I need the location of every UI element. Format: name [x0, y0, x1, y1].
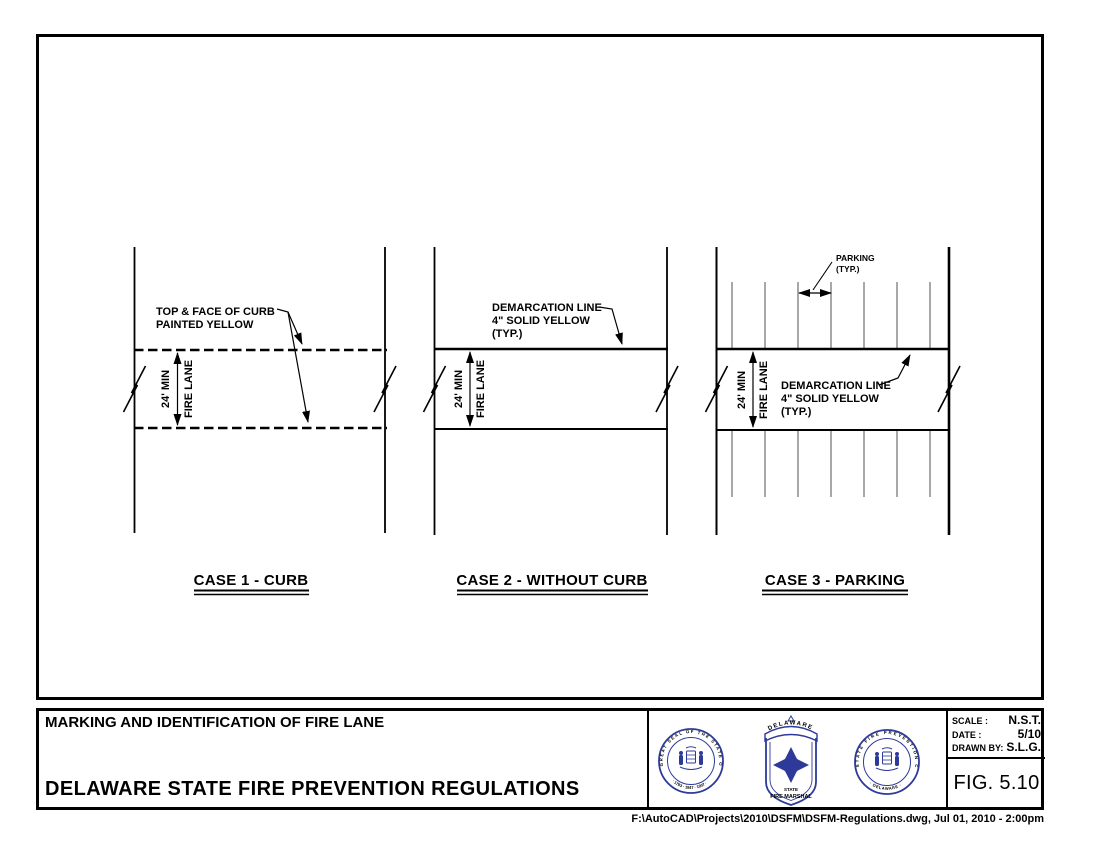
case2-width-label: 24' MIN — [453, 369, 465, 409]
plot-stamp: F:\AutoCAD\Projects\2010\DSFM\DSFM-Regulations.dwg, Jul 01, 2010 - 2:00pm — [631, 813, 1044, 825]
svg-text:GREAT SEAL OF THE STATE OF DEL — [659, 729, 724, 767]
case1-lane-label: FIRE LANE — [183, 359, 195, 419]
case3-parking-stalls-upper — [732, 282, 930, 348]
case3-lane-label: FIRE LANE — [758, 360, 770, 420]
scale-value: N.S.T. — [1008, 713, 1041, 727]
marshal-banner-text: DELAWARE — [767, 720, 813, 733]
case2-callout-line1: DEMARCATION LINE — [492, 302, 602, 314]
drawn-by-label: DRAWN BY: — [952, 743, 1004, 753]
case1-leader-bottom — [288, 312, 308, 422]
case1-callout-line2: PAINTED YELLOW — [156, 319, 254, 331]
case3-diagram — [706, 247, 961, 595]
scale-label: SCALE : — [952, 716, 988, 726]
case2-title: CASE 2 - WITHOUT CURB — [456, 572, 648, 589]
case3-parking-label-line2: (TYP.) — [836, 264, 860, 274]
commission-ring-text: STATE FIRE PREVENTION COMMISSION — [854, 729, 920, 768]
case3-width-label: 24' MIN — [736, 370, 748, 410]
marshal-text-line2: FIRE MARSHAL — [770, 794, 812, 800]
date-value: 5/10 — [1017, 726, 1041, 741]
case2-callout-line2: 4" SOLID YELLOW — [492, 315, 590, 327]
case3-parking-leader — [813, 262, 832, 290]
case3-parking-stalls-lower — [732, 431, 930, 497]
case2-lane-label: FIRE LANE — [475, 359, 487, 419]
drawn-by-value: S.L.G. — [1006, 740, 1041, 754]
case3-callout-line1: DEMARCATION LINE — [781, 380, 891, 392]
case1-width-label: 24' MIN — [160, 369, 172, 409]
case3-callout-line2: 4" SOLID YELLOW — [781, 393, 879, 405]
drawing-title: MARKING AND IDENTIFICATION OF FIRE LANE — [45, 714, 385, 731]
date-row — [952, 728, 1041, 741]
case2-diagram — [424, 247, 679, 595]
title-block-meta-cell — [948, 711, 1045, 759]
fire-prevention-commission-seal-icon — [852, 727, 922, 797]
organization-title: DELAWARE STATE FIRE PREVENTION REGULATIONS — [45, 778, 580, 800]
case2-leader — [599, 307, 622, 344]
case2-callout-line3: (TYP.) — [492, 328, 523, 340]
case1-callout-line1: TOP & FACE OF CURB — [156, 306, 275, 318]
case3-parking-label-line1: PARKING — [836, 253, 875, 263]
delaware-state-seal-icon — [656, 726, 726, 796]
drawn-by-row — [952, 741, 1041, 754]
case3-title: CASE 3 - PARKING — [764, 572, 906, 589]
case1-title: CASE 1 - CURB — [193, 572, 309, 589]
case1-leader-top — [277, 309, 302, 344]
svg-text:STATE FIRE PREVENTION COMMISSI — [855, 730, 920, 768]
case1-diagram — [124, 247, 397, 595]
scale-row — [952, 714, 1041, 727]
commission-bottom-text: · DELAWARE · — [868, 780, 903, 791]
title-block-titles-cell — [39, 711, 649, 807]
state-seal-bottom-text: · 1793 · 1847 · 1907 · — [671, 778, 708, 790]
case3-callout-line3: (TYP.) — [781, 406, 812, 418]
date-label: DATE : — [952, 729, 982, 740]
state-seal-ring-text: GREAT SEAL OF THE STATE OF DELAWARE — [658, 728, 724, 767]
marshal-text-line1: STATE — [783, 787, 799, 792]
figure-number: FIG. 5.10 — [953, 771, 1040, 794]
state-fire-marshal-badge-icon — [760, 714, 822, 808]
